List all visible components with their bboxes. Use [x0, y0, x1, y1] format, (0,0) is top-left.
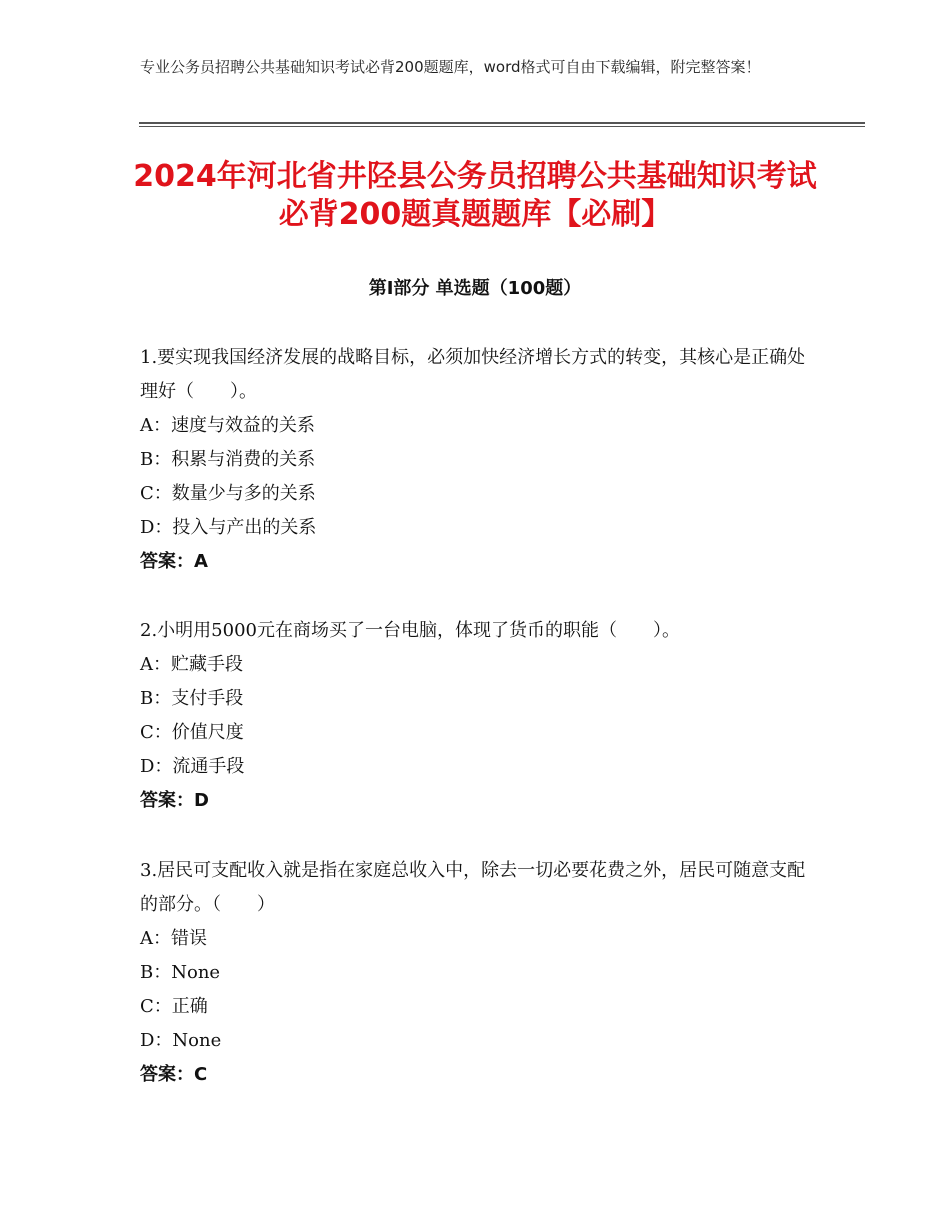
option-b: B：支付手段: [140, 688, 244, 709]
question-stem: 1.要实现我国经济发展的战略目标，必须加快经济增长方式的转变，其核心是正确处理好（ ）。: [140, 347, 806, 402]
option-c: C：正确: [140, 996, 208, 1017]
section-title: 第Ⅰ部分 单选题（100题）: [368, 278, 582, 299]
option-a: A：速度与效益的关系: [140, 415, 315, 436]
option-d: D：None: [140, 1030, 222, 1051]
header-rule-thin: [139, 126, 865, 127]
option-d: D：流通手段: [140, 756, 245, 777]
option-d: D：投入与产出的关系: [140, 517, 317, 538]
answer-label: 答案：A: [140, 551, 208, 572]
question-stem: 2.小明用5000元在商场买了一台电脑，体现了货币的职能（ ）。: [140, 620, 680, 641]
option-a: A：贮藏手段: [140, 654, 243, 675]
option-c: C：数量少与多的关系: [140, 483, 316, 504]
header-note: 专业公务员招聘公共基础知识考试必背200题题库，word格式可自由下载编辑，附完整答案！: [140, 58, 761, 76]
option-b: B：积累与消费的关系: [140, 449, 316, 470]
header-rule-thick: [139, 122, 865, 124]
document-title: 2024年河北省井陉县公务员招聘公共基础知识考试必背200题真题题库【必刷】: [133, 159, 817, 232]
question-stem: 3.居民可支配收入就是指在家庭总收入中，除去一切必要花费之外，居民可随意支配的部分。（ ）: [140, 860, 806, 915]
answer-label: 答案：D: [140, 790, 209, 811]
option-c: C：价值尺度: [140, 722, 244, 743]
answer-label: 答案：C: [140, 1064, 208, 1085]
question-item: [140, 854, 820, 1092]
question-item: [140, 341, 820, 579]
option-b: B：None: [140, 962, 221, 983]
question-item: [140, 614, 820, 818]
option-a: A：错误: [140, 928, 207, 949]
